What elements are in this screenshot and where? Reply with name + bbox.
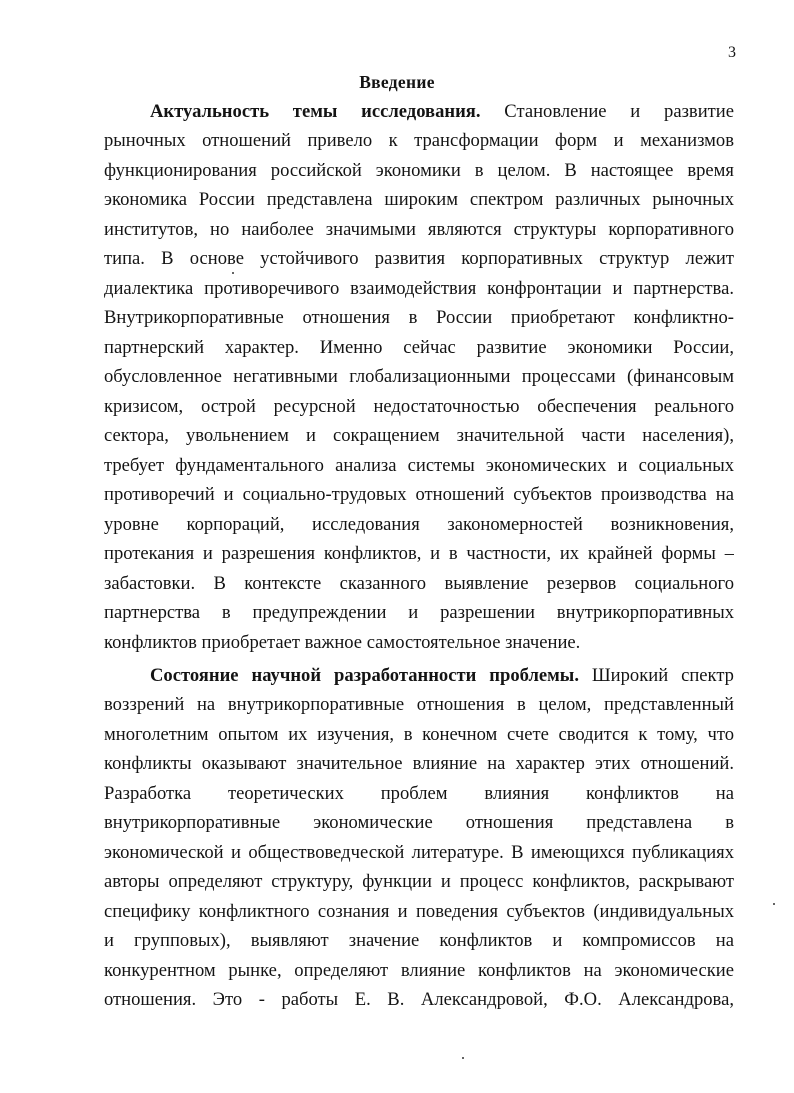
paragraph-line: обусловленное негативными глобализационными процессами (финансовым <box>104 366 734 387</box>
paragraph-line: рыночных отношений привело к трансформации форм и механизмов <box>104 130 734 151</box>
paragraph-line: протекания и разрешения конфликтов, и в частности, их крайней формы – <box>104 543 734 564</box>
scan-speck <box>232 272 234 274</box>
paragraph-line: экономической и обществоведческой литературе. В имеющихся публикациях <box>104 842 734 863</box>
paragraph-line: Разработка теоретических проблем влияния конфликтов на <box>104 783 734 804</box>
paragraph-line: диалектика противоречивого взаимодействия конфронтации и партнерства. <box>104 278 734 299</box>
paragraph-line: внутрикорпоративные экономические отношения представлена в <box>104 812 734 833</box>
paragraph-line: требует фундаментального анализа системы экономических и социальных <box>104 455 734 476</box>
paragraph-line: забастовки. В контексте сказанного выявление резервов социального <box>104 573 734 594</box>
paragraph-line: авторы определяют структуру, функции и процесс конфликтов, раскрывают <box>104 871 734 892</box>
paragraph-line: Актуальность темы исследования. Становление и развитие <box>150 101 734 122</box>
paragraph-line: воззрений на внутрикорпоративные отношения в целом, представленный <box>104 694 734 715</box>
paragraph-line: партнерский характер. Именно сейчас развитие экономики России, <box>104 337 734 358</box>
paragraph-line: кризисом, острой ресурсной недостаточностью обеспечения реального <box>104 396 734 417</box>
page-number: 3 <box>728 44 736 61</box>
paragraph-line: отношения. Это - работы Е. В. Александровой, Ф.О. Александрова, <box>104 989 734 1010</box>
paragraph-line: функционирования российской экономики в целом. В настоящее время <box>104 160 734 181</box>
page-title: Введение <box>359 72 435 92</box>
paragraph-line: сектора, увольнением и сокращением значительной части населения), <box>104 425 734 446</box>
paragraph-line: специфику конфликтного сознания и поведения субъектов (индивидуальных <box>104 901 734 922</box>
paragraph-line: и групповых), выявляют значение конфликтов и компромиссов на <box>104 930 734 951</box>
paragraph-line: конфликты оказывают значительное влияние на характер этих отношений. <box>104 753 734 774</box>
paragraph-line: партнерства в предупреждении и разрешении внутрикорпоративных <box>104 602 734 623</box>
scan-speck <box>773 903 775 905</box>
paragraph-line: экономика России представлена широким спектром различных рыночных <box>104 189 734 210</box>
paragraph-line: Внутрикорпоративные отношения в России приобретают конфликтно- <box>104 307 734 328</box>
scan-speck <box>462 1057 464 1059</box>
paragraph-line: уровне корпораций, исследования закономерностей возникновения, <box>104 514 734 535</box>
paragraph-line: Состояние научной разработанности проблемы. Широкий спектр <box>150 665 734 686</box>
paragraph-line: конфликтов приобретает важное самостоятельное значение. <box>104 632 581 653</box>
paragraph-line: типа. В основе устойчивого развития корпоративных структур лежит <box>104 248 734 269</box>
paragraph-line: многолетним опытом их изучения, в конечном счете сводится к тому, что <box>104 724 734 745</box>
section-title: Состояние научной разработанности проблемы. <box>150 665 579 686</box>
paragraph-line: противоречий и социально-трудовых отношений субъектов производства на <box>104 484 734 505</box>
section-title: Актуальность темы исследования. <box>150 101 481 122</box>
paragraph-line: институтов, но наиболее значимыми являются структуры корпоративного <box>104 219 734 240</box>
paragraph-line: конкурентном рынке, определяют влияние конфликтов на экономические <box>104 960 734 981</box>
